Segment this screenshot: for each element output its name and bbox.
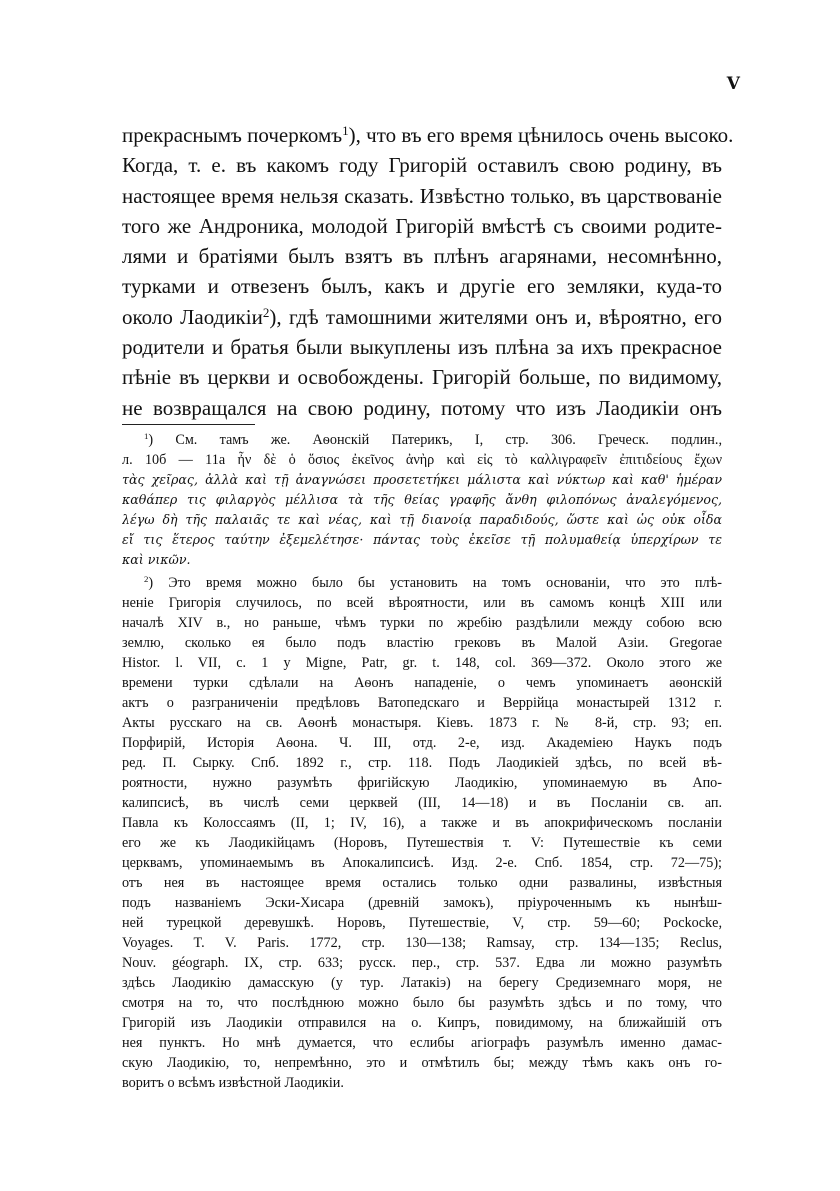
footnote-ref-2: 2 xyxy=(262,304,270,320)
footnote-2-line xyxy=(122,573,722,593)
footnote-2-line: подъ названіемъ Эски-Хисара (древній замокъ), пріуроченнымъ къ нынѣш- xyxy=(122,895,722,911)
footnote-2-line: скую Лаодикію, то, непремѣнно, это и отмѣтилъ бы; между тѣмъ какъ онъ го- xyxy=(122,1055,722,1071)
fn-text: ) См. тамъ же. Аѳонскій Патерикъ, I, стр. 306. Греческ. подлин., xyxy=(148,432,722,448)
footnote-ref-1: 1 xyxy=(342,122,349,138)
footnote-2-mark: 2 xyxy=(144,574,149,585)
footnote-2-line: здѣсь Лаодикію дамасскую (у тур. Латакіэ) на берегу Средиземнаго моря, не xyxy=(122,975,722,991)
footnote-2-line: роятности, нужно разумѣть фригійскую Лаодикію, упоминаемую въ Апо- xyxy=(122,775,722,791)
main-text-line: не возвращался на свою родину, потому что изъ Лаодикіи онъ xyxy=(122,395,722,420)
footnote-2-line: Nouv. géograph. IX, стр. 633; русск. пер., стр. 537. Едва ли можно разумѣть xyxy=(122,955,722,971)
footnote-2-line: калипсисѣ, въ числѣ семи церквей (III, 14—18) и въ Посланіи св. ап. xyxy=(122,795,722,811)
footnote-2-line: ред. П. Сырку. Спб. 1892 г., стр. 118. Подъ Лаодикіей здѣсь, по всей вѣ- xyxy=(122,755,722,771)
footnote-2-line: Акты русскаго на св. Аѳонѣ монастыря. Кіевъ. 1873 г. № 8-й, стр. 93; еп. xyxy=(122,715,722,731)
footnote-2-line: Павла къ Колоссаямъ (II, 1; IV, 16), а также и въ апокрифическомъ посланіи xyxy=(122,815,722,831)
main-text-line: лями и братіями былъ взятъ въ плѣнъ агарянами, несомнѣнно, xyxy=(122,244,722,269)
main-text-line: пѣніе въ церкви и освобождены. Григорій больше, по видимому, xyxy=(122,365,722,390)
main-text xyxy=(122,120,734,423)
footnote-2-line: ней турецкой деревушкѣ. Норовъ, Путешествіе, V, стр. 59—60; Pockocke, xyxy=(122,915,722,931)
footnote-2-line: неніе Григорія случилось, по всей вѣроятности, или въ самомъ концѣ XIII или xyxy=(122,595,722,611)
main-text-line xyxy=(122,120,734,150)
footnote-1-line: л. 10б — 11а ἦν δὲ ὁ ὅσιος ἐκεῖνος ἀνὴρ καὶ εἰς τὸ καλλιγραφεῖν ἐπιτιδείους ἔχων xyxy=(122,452,722,468)
footnote-1-line: λέγω δὴ τῆς παλαιᾶς τε καὶ νέας, καὶ τῇ διανοίᾳ παραδιδούς, ὥστε καὶ ὡς οὐκ οἶδα xyxy=(122,512,722,527)
footnote-2-line: актъ о разграниченіи предѣловъ Ватопедскаго и Веррійца монастырей 1312 г. xyxy=(122,695,722,711)
footnote-1-line: καθάπερ τις φιλαργὸς μέλλισα τὰ τῆς θείας γραφῆς ἄνθη φιλοπόνως ἀναλεγόμενος, xyxy=(122,492,722,507)
footnote-2-line: Порфирій, Исторія Аѳона. Ч. III, отд. 2-е, изд. Академіею Наукъ подъ xyxy=(122,735,722,751)
line-text: ), гдѣ тамошними жителями онъ и, вѣроятно, его xyxy=(269,304,722,329)
fn-text: ) Это время можно было бы установить на томъ основаніи, что это плѣ- xyxy=(148,575,722,591)
footnote-2-line: Histor. l. VII, c. 1 у Migne, Patr, gr. t. 148, col. 369—372. Около этого же xyxy=(122,655,722,671)
page-number: V xyxy=(726,74,740,94)
footnote-2-line: смотря на то, что послѣднюю можно было бы разумѣть здѣсь и по тому, что xyxy=(122,995,722,1011)
footnote-2-line: церквамъ, упоминаемымъ въ Апокалипсисѣ. Изд. 2-е. Спб. 1854, стр. 72—75); xyxy=(122,855,722,871)
main-text-line: родители и братья были выкуплены изъ плѣна за ихъ прекрасное xyxy=(122,335,722,360)
footnotes xyxy=(122,430,722,1093)
main-text-line: турками и отвезенъ былъ, какъ и другіе его земляки, куда-то xyxy=(122,274,722,299)
footnote-1-line: εἴ τις ἕτερος ταύτην ἐξεμελέτησε· πάντας τοὺς ἐκεῖσε τῇ πολυμαθείᾳ ὑπερχίρων τε xyxy=(122,532,722,547)
main-text-line: того же Андроника, молодой Григорій вмѣстѣ съ своими родите- xyxy=(122,213,722,238)
line-text: ), что въ его время цѣнилось очень высоко. xyxy=(348,123,734,147)
main-text-line xyxy=(122,302,722,332)
footnote-2-line: Григорій изъ Лаодикіи отправился на о. Кипръ, повидимому, на ближайшій отъ xyxy=(122,1015,722,1031)
footnote-2-line: началѣ XIV в., но раньше, чѣмъ турки по жребію раздѣлили между собою всю xyxy=(122,615,722,631)
footnote-2-line: времени турки сдѣлали на Аѳонъ нападеніе, о чемъ упоминаетъ аѳонскій xyxy=(122,675,722,691)
footnote-2-line: нея пунктъ. Но мнѣ думается, что еслибы агіографъ разумѣлъ именно дамас- xyxy=(122,1035,722,1051)
footnote-1-line: τὰς χεῖρας, ἀλλὰ καὶ τῇ ἀναγνώσει προσετετήκει μάλιστα καὶ νύκτωρ καὶ καθ' ἡμέραν xyxy=(122,472,722,487)
footnote-separator xyxy=(122,424,255,425)
footnote-2-line: воритъ о всѣмъ извѣстной Лаодикіи. xyxy=(122,1075,344,1091)
line-text: прекраснымъ почеркомъ xyxy=(122,123,343,147)
footnote-2-line: его же къ Лаодикійцамъ (Норовъ, Путешествія т. V: Путешествіе къ семи xyxy=(122,835,722,851)
footnote-2-line: землю, сколько ея было подъ властію грековъ въ Малой Азіи. Gregorae xyxy=(122,635,722,651)
footnote-1-line xyxy=(122,430,722,450)
line-text: около Лаодикіи xyxy=(122,304,263,329)
main-text-line: Когда, т. е. въ какомъ году Григорій оставилъ свою родину, въ xyxy=(122,153,722,178)
footnote-1-mark: 1 xyxy=(144,431,149,442)
footnote-1-line: καὶ νικῶν. xyxy=(122,552,191,567)
footnote-2-line: Voyages. T. V. Paris. 1772, стр. 130—138; Ramsay, стр. 134—135; Reclus, xyxy=(122,935,722,951)
main-text-line: настоящее время нельзя сказать. Извѣстно только, въ царствованіе xyxy=(122,183,722,208)
footnote-2-line: отъ нея въ настоящее время остались только одни развалины, извѣстныя xyxy=(122,875,722,891)
